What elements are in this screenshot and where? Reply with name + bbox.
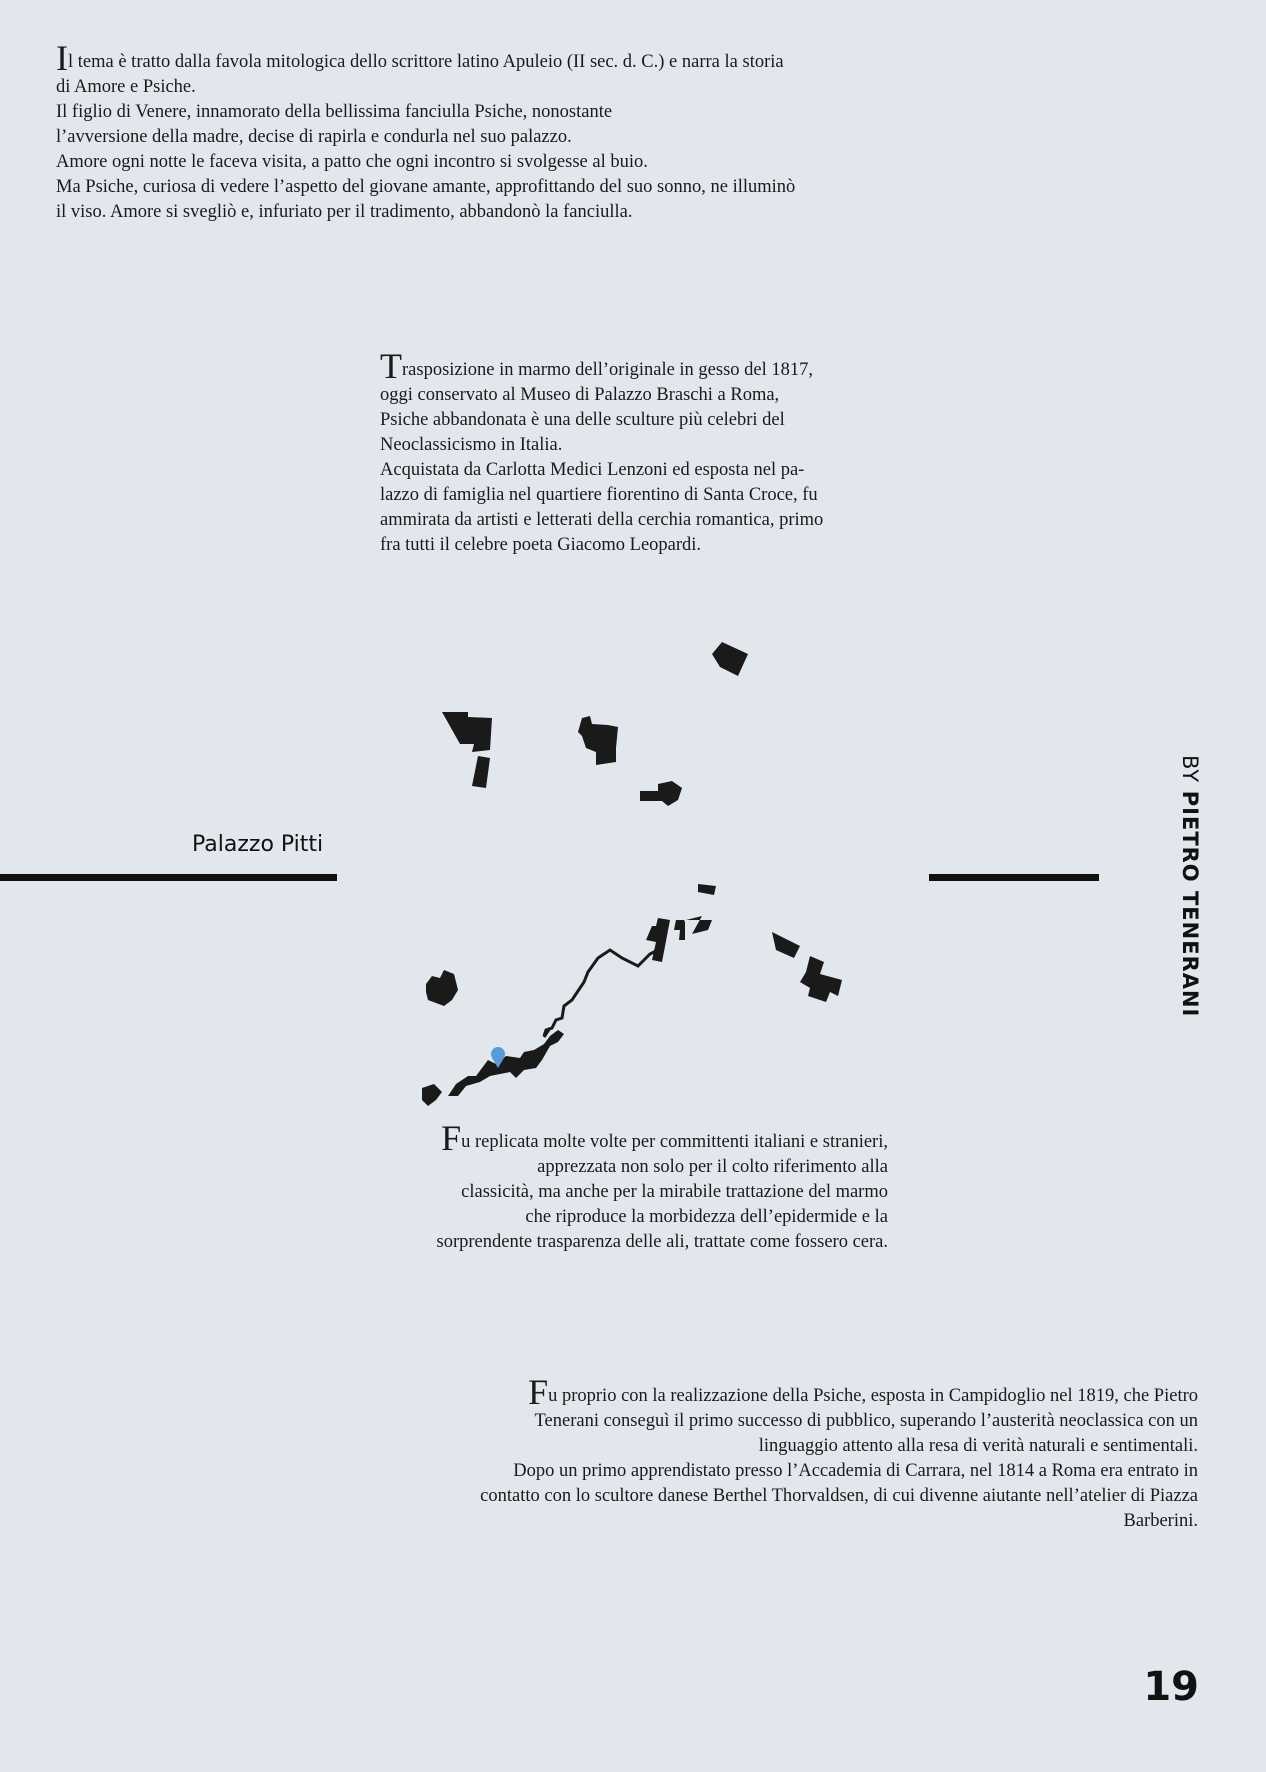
building	[800, 956, 842, 1002]
text-line: u proprio con la realizzazione della Psiche, esposta in Campidoglio nel 1819, che Pietro	[548, 1386, 1198, 1406]
page-number: 19	[1143, 1664, 1199, 1710]
dropcap: T	[380, 346, 402, 386]
building	[422, 1084, 442, 1106]
text-line: l’avversione della madre, decise di rapirla e condurla nel suo palazzo.	[56, 127, 572, 147]
text-line: oggi conservato al Museo di Palazzo Braschi a Roma,	[380, 385, 780, 405]
text-line: Neoclassicismo in Italia.	[380, 435, 563, 455]
text-line: Tenerani conseguì il primo successo di pubblico, superando l’austerità neoclassica con un	[534, 1411, 1198, 1431]
text-line: che riproduce la morbidezza dell’epidermide e la	[525, 1207, 888, 1227]
author-credit	[1178, 755, 1202, 1017]
paragraph-artist-biography	[390, 1372, 1198, 1534]
text-line: lazzo di famiglia nel quartiere fiorentino di Santa Croce, fu	[380, 485, 818, 505]
text-line: Dopo un primo apprendistato presso l’Accademia di Carrara, nel 1814 a Roma era entrato in	[513, 1461, 1198, 1481]
text-line: linguaggio attento alla resa di verità naturali e sentimentali.	[758, 1436, 1198, 1456]
building	[698, 884, 716, 895]
text-line: contatto con lo scultore danese Berthel Thorvaldsen, di cui divenne aiutante nell’atelier di Piazza	[480, 1486, 1198, 1506]
text-line: Psiche abbandonata è una delle sculture più celebri del	[380, 410, 785, 430]
dropcap: I	[56, 38, 68, 78]
building	[640, 781, 682, 806]
divider-right	[929, 874, 1099, 881]
dropcap: F	[528, 1372, 549, 1412]
building	[472, 756, 490, 788]
text-line: sorprendente trasparenza delle ali, trattate come fossero cera.	[436, 1232, 888, 1252]
building-footprints	[422, 642, 842, 1106]
paragraph-sculpture-history	[380, 346, 900, 558]
building	[686, 916, 712, 934]
vasari-corridor	[544, 950, 658, 1036]
text-line: rasposizione in marmo dell’originale in gesso del 1817,	[402, 360, 814, 380]
credit-name: PIETRO TENERANI	[1178, 790, 1202, 1018]
credit-by: BY	[1178, 755, 1202, 791]
text-line: Ma Psiche, curiosa di vedere l’aspetto del giovane amante, approfittando del suo sonno, ne illuminò	[56, 177, 796, 197]
paragraph-replicas	[380, 1118, 888, 1255]
text-line: Acquistata da Carlotta Medici Lenzoni ed esposta nel pa-	[380, 460, 805, 480]
text-line: apprezzata non solo per il colto riferimento alla	[537, 1157, 888, 1177]
building	[442, 712, 492, 752]
building	[674, 920, 685, 940]
text-line: fra tutti il celebre poeta Giacomo Leopardi.	[380, 535, 702, 555]
text-line: l tema è tratto dalla favola mitologica dello scrittore latino Apuleio (II sec. d. C.) e narra la storia	[68, 52, 784, 72]
text-line: di Amore e Psiche.	[56, 77, 196, 97]
dropcap: F	[441, 1118, 462, 1158]
building	[426, 970, 458, 1006]
text-line: Amore ogni notte le faceva visita, a patto che ogni incontro si svolgesse al buio.	[56, 152, 648, 172]
text-line: u replicata molte volte per committenti italiani e stranieri,	[461, 1132, 888, 1152]
divider-left	[0, 874, 337, 881]
text-line: Il figlio di Venere, innamorato della bellissima fanciulla Psiche, nonostante	[56, 102, 613, 122]
text-line: il viso. Amore si svegliò e, infuriato per il tradimento, abbandonò la fanciulla.	[56, 202, 633, 222]
text-line: ammirata da artisti e letterati della cerchia romantica, primo	[380, 510, 824, 530]
building	[772, 932, 800, 958]
building	[448, 1030, 564, 1096]
building	[578, 716, 618, 765]
building	[712, 642, 748, 676]
florence-map	[410, 640, 870, 1120]
text-line: Barberini.	[1123, 1511, 1198, 1531]
paragraph-myth-intro	[56, 38, 906, 225]
map-place-label: Palazzo Pitti	[192, 832, 324, 857]
text-line: classicità, ma anche per la mirabile trattazione del marmo	[461, 1182, 888, 1202]
